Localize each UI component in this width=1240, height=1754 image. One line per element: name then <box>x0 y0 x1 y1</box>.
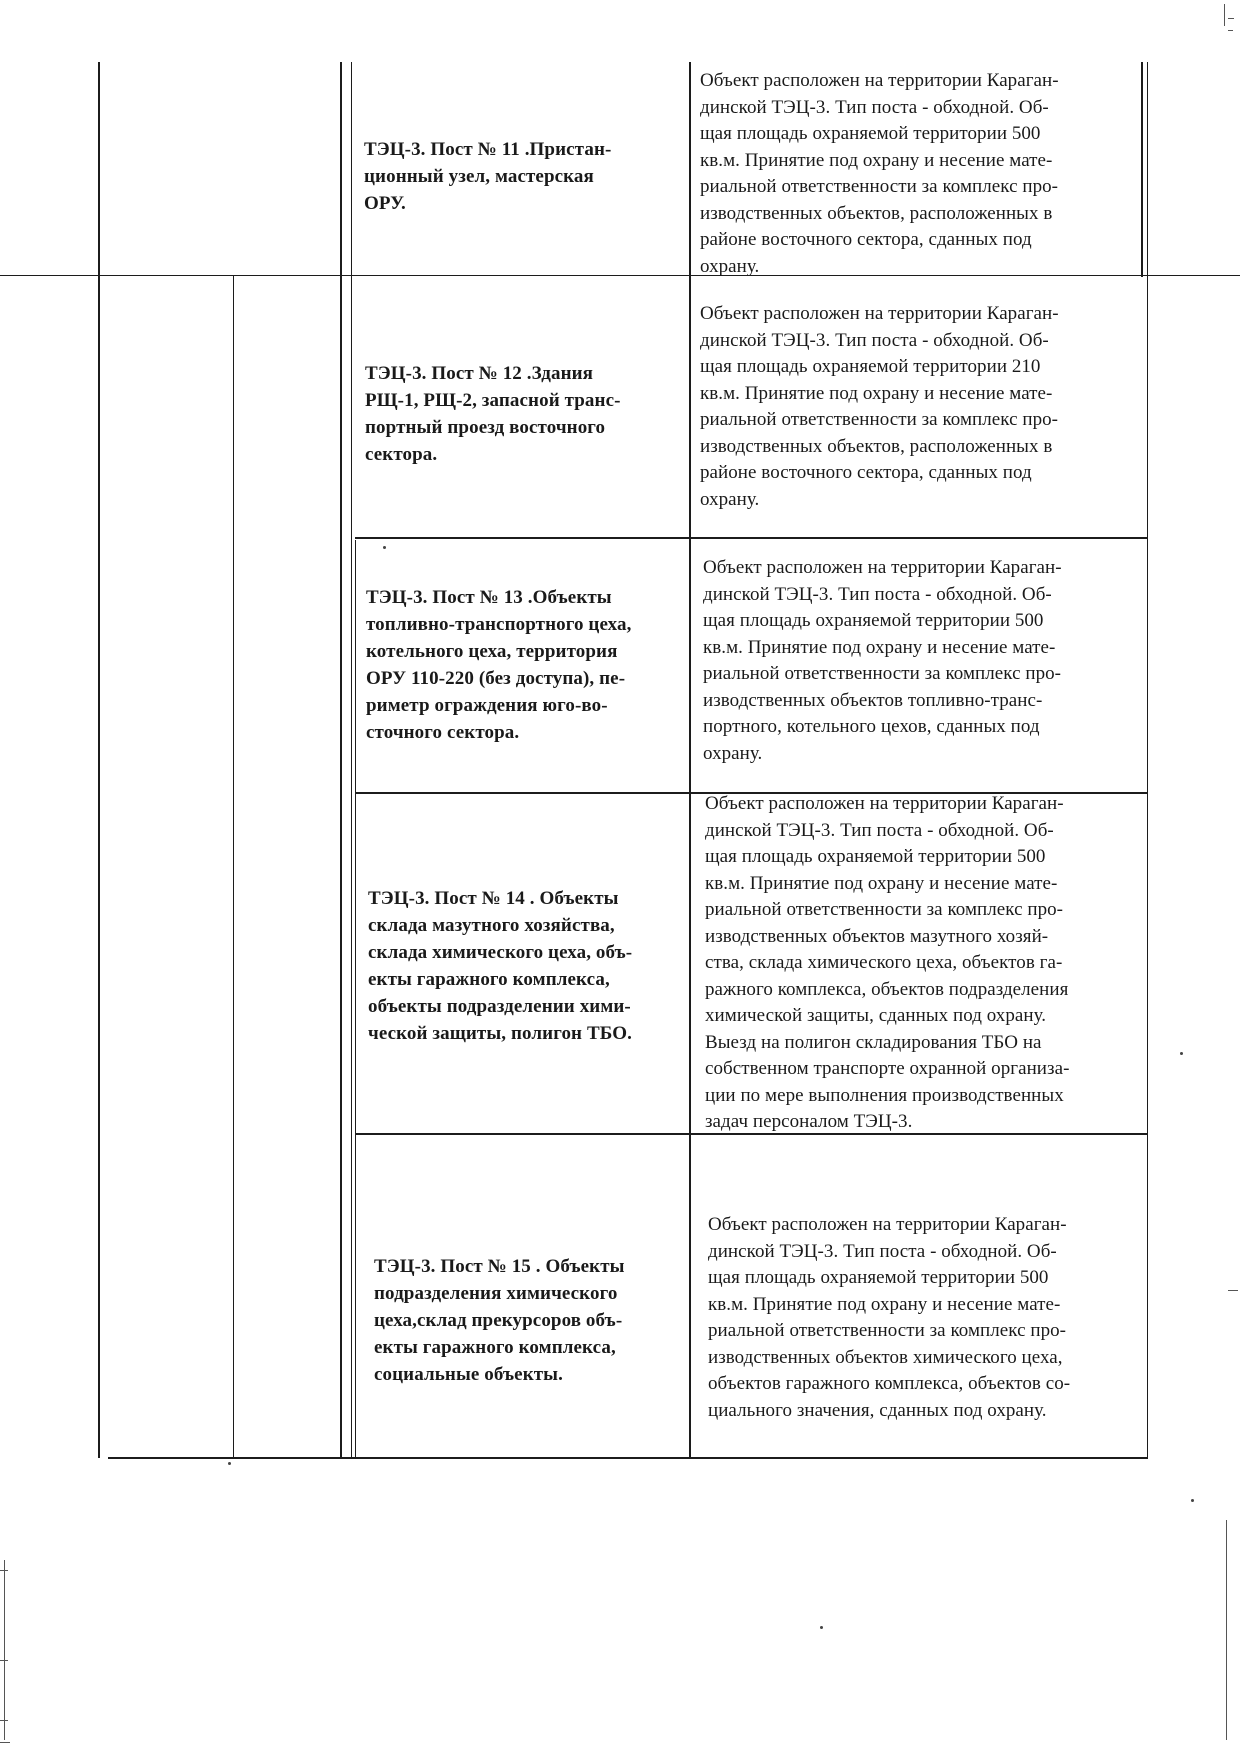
post-desc-line: охрану. <box>700 488 760 510</box>
post-desc-line: кв.м. Принятие под охрану и несение мате- <box>708 1293 1061 1315</box>
scan-edge-mark <box>1226 1520 1227 1740</box>
post-desc-line: динской ТЭЦ-3. Тип поста - обходной. Об- <box>700 96 1049 118</box>
post-desc-line: динской ТЭЦ-3. Тип поста - обходной. Об- <box>700 329 1049 351</box>
post-title-line: екты гаражного комплекса, <box>374 1337 616 1358</box>
scan-edge-mark <box>0 1742 10 1743</box>
post-desc-line: изводственных объектов топливно-транс- <box>703 689 1043 711</box>
post-title-line: екты гаражного комплекса, <box>368 969 610 990</box>
post-desc-line: ции по мере выполнения производственных <box>705 1084 1064 1106</box>
post-15-title <box>374 1253 694 1388</box>
post-desc-line: районе восточного сектора, сданных под <box>700 229 1032 250</box>
scan-speck <box>228 1462 231 1465</box>
post-title-line: ТЭЦ-3. Пост № 13 .Объекты <box>366 587 612 608</box>
scan-edge-mark <box>0 1660 8 1661</box>
post-title-line: ческой защиты, полигон ТБО. <box>368 1023 632 1044</box>
post-title-line: сточного сектора. <box>366 722 520 743</box>
post-title-line: портный проезд восточного <box>365 417 606 438</box>
post-title-line: цеха,склад прекурсоров объ- <box>374 1310 623 1331</box>
post-desc-line: портного, котельного цехов, сданных под <box>703 716 1040 737</box>
post-title-line: склада мазутного хозяйства, <box>368 915 615 936</box>
post-desc-line: динской ТЭЦ-3. Тип поста - обходной. Об- <box>705 819 1054 841</box>
post-desc-line: кв.м. Принятие под охрану и несение мате- <box>700 149 1053 171</box>
post-title-line: подразделения химического <box>374 1283 618 1304</box>
post-title-line: объекты подразделении хими- <box>368 996 631 1017</box>
table-border-title-left-a <box>340 62 342 1458</box>
table-border-desc-left <box>689 62 691 1458</box>
post-desc-line: риальной ответственности за комплекс про- <box>703 663 1062 684</box>
post-title-line: котельного цеха, территория <box>366 641 618 662</box>
post-desc-line: щая площадь охраняемой территории 500 <box>705 846 1046 867</box>
scan-edge-mark <box>0 1570 8 1571</box>
scan-edge-mark <box>0 1720 8 1721</box>
scan-speck <box>383 546 386 549</box>
post-desc-line: риальной ответственности за комплекс про- <box>700 176 1059 197</box>
post-title-line: ТЭЦ-3. Пост № 15 . Объекты <box>374 1256 625 1277</box>
post-desc-line: циального значения, сданных под охрану. <box>708 1399 1047 1421</box>
post-desc-line: объектов гаражного комплекса, объектов со- <box>708 1373 1071 1394</box>
row-divider-2 <box>355 537 1148 539</box>
scan-edge-mark <box>1228 1290 1238 1291</box>
post-desc-line: задач персоналом ТЭЦ-3. <box>705 1111 913 1132</box>
table-border-bottom <box>108 1457 1148 1459</box>
post-title-line: РЩ-1, РЩ-2, запасной транс- <box>365 390 621 411</box>
post-desc-line: изводственных объектов химического цеха, <box>708 1346 1063 1368</box>
table-border-right-a <box>1141 62 1143 277</box>
post-desc-line: химической защиты, сданных под охрану. <box>705 1005 1047 1026</box>
scan-edge-mark <box>1224 4 1225 26</box>
post-desc-line: динской ТЭЦ-3. Тип поста - обходной. Об- <box>703 583 1052 605</box>
post-11-description <box>700 68 1140 280</box>
post-title-line: склада химического цеха, объ- <box>368 942 633 963</box>
post-desc-line: риальной ответственности за комплекс про- <box>708 1320 1067 1341</box>
post-desc-line: охрану. <box>703 742 763 764</box>
scan-edge-mark <box>4 1560 5 1740</box>
post-desc-line: риальной ответственности за комплекс про- <box>700 409 1059 430</box>
post-14-title <box>368 885 690 1047</box>
scan-speck <box>1180 1052 1183 1055</box>
post-desc-line: Объект расположен на территории Караган- <box>700 303 1059 324</box>
post-desc-line: динской ТЭЦ-3. Тип поста - обходной. Об- <box>708 1240 1057 1262</box>
table-border-title-left-c <box>355 540 356 1458</box>
post-14-description <box>705 791 1145 1136</box>
post-desc-line: щая площадь охраняемой территории 210 <box>700 356 1041 377</box>
post-desc-line: ражного комплекса, объектов подразделения <box>705 978 1069 1000</box>
post-13-title <box>366 584 686 746</box>
post-desc-line: кв.м. Принятие под охрану и несение мате- <box>700 382 1053 404</box>
post-12-description <box>700 301 1140 513</box>
post-12-title <box>365 360 685 468</box>
post-title-line: ОРУ 110-220 (без доступа), пе- <box>366 668 626 689</box>
post-desc-line: собственном транспорте охранной организа- <box>705 1058 1070 1079</box>
scan-speck <box>820 1626 823 1629</box>
post-title-line: ТЭЦ-3. Пост № 11 .Пристан- <box>364 139 612 160</box>
post-desc-line: районе восточного сектора, сданных под <box>700 462 1032 483</box>
post-desc-line: кв.м. Принятие под охрану и несение мате- <box>705 872 1058 894</box>
post-title-line: риметр ограждения юго-во- <box>366 695 608 716</box>
post-desc-line: изводственных объектов мазутного хозяй- <box>705 925 1049 947</box>
scan-edge-mark <box>1228 30 1233 31</box>
table-border-title-left-b <box>351 62 352 1458</box>
post-title-line: ОРУ. <box>364 193 406 214</box>
post-desc-line: Объект расположен на территории Караган- <box>705 793 1064 814</box>
table-border-col2 <box>233 275 234 1458</box>
post-desc-line: охрану. <box>700 255 760 277</box>
post-desc-line: щая площадь охраняемой территории 500 <box>703 610 1044 631</box>
post-15-description <box>708 1212 1148 1424</box>
post-title-line: ТЭЦ-3. Пост № 12 .Здания <box>365 363 594 384</box>
post-desc-line: Объект расположен на территории Караган- <box>708 1214 1067 1235</box>
post-desc-line: риальной ответственности за комплекс про- <box>705 899 1064 920</box>
post-desc-line: Выезд на полигон складирования ТБО на <box>705 1031 1042 1053</box>
post-title-line: ТЭЦ-3. Пост № 14 . Объекты <box>368 888 619 909</box>
post-title-line: социальные объекты. <box>374 1364 563 1385</box>
post-desc-line: Объект расположен на территории Караган- <box>703 557 1062 578</box>
table-border-left <box>98 62 100 1458</box>
post-title-line: ционный узел, мастерская <box>364 166 594 187</box>
post-desc-line: щая площадь охраняемой территории 500 <box>708 1267 1049 1288</box>
post-desc-line: изводственных объектов, расположенных в <box>700 435 1053 457</box>
post-11-title <box>364 136 684 217</box>
post-desc-line: ства, склада химического цеха, объектов га- <box>705 952 1063 973</box>
post-desc-line: кв.м. Принятие под охрану и несение мате- <box>703 636 1056 658</box>
post-desc-line: щая площадь охраняемой территории 500 <box>700 123 1041 144</box>
post-desc-line: Объект расположен на территории Караган- <box>700 70 1059 91</box>
post-desc-line: изводственных объектов, расположенных в <box>700 202 1053 224</box>
post-title-line: топливно-транспортного цеха, <box>366 614 632 635</box>
post-13-description <box>703 555 1143 767</box>
scan-speck <box>1191 1499 1194 1502</box>
scan-edge-mark <box>1228 18 1234 19</box>
post-title-line: сектора. <box>365 444 438 465</box>
